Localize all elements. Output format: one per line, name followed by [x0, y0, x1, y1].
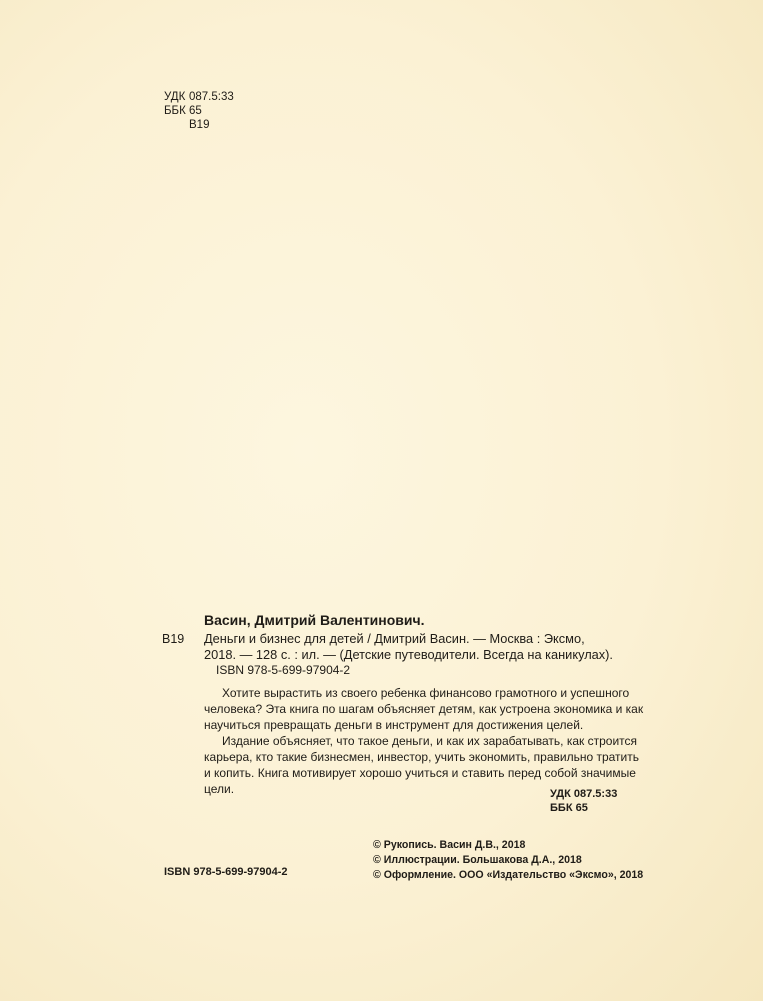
record-annotation	[204, 685, 644, 797]
annotation-line: Хотите вырастить из своего ребенка финансово грамотного и успешного	[222, 686, 630, 700]
author-code: В19	[189, 119, 210, 131]
author-code-row	[164, 118, 234, 132]
annotation-line: и копить. Книга мотивирует хорошо учиться и ставить перед собой значимые	[204, 766, 636, 780]
record-title-block	[204, 631, 624, 663]
bottom-classification-block	[550, 787, 617, 815]
top-classification-block	[164, 90, 234, 132]
udk-row	[164, 90, 234, 104]
bottom-udk: УДК 087.5:33	[550, 788, 618, 800]
bbk-row	[164, 104, 234, 118]
record-author: Васин, Дмитрий Валентинович.	[204, 612, 425, 628]
bottom-bbk: ББК 65	[550, 802, 588, 814]
annotation-line: Издание объясняет, что такое деньги, и как их зарабатывать, как строится	[222, 734, 638, 748]
title-line: 2018. — 128 с. : ил. — (Детские путеводители. Всегда на каникулах).	[204, 647, 613, 662]
udk-label: УДК	[164, 91, 186, 103]
udk-value: 087.5:33	[189, 91, 234, 103]
annotation-line: карьера, кто такие бизнесмен, инвестор, учить экономить, правильно тратить	[204, 750, 639, 764]
bbk-value: 65	[189, 105, 202, 117]
copyright-line: © Иллюстрации. Большакова Д.А., 2018	[373, 854, 582, 866]
copyright-line: © Оформление. ООО «Издательство «Эксмо», 2018	[373, 869, 644, 881]
annotation-line: научиться превращать деньги в инструмент для достижения целей.	[204, 718, 584, 732]
record-author-code: В19	[162, 632, 185, 646]
isbn-bottom: ISBN 978-5-699-97904-2	[164, 866, 288, 878]
title-line: Деньги и бизнес для детей / Дмитрий Васин. — Москва : Эксмо,	[204, 631, 585, 646]
bbk-label: ББК	[164, 105, 186, 117]
record-isbn: ISBN 978-5-699-97904-2	[216, 663, 351, 677]
annotation-line: цели.	[204, 782, 235, 796]
copyright-line: © Рукопись. Васин Д.В., 2018	[373, 839, 526, 851]
copyright-block	[373, 838, 643, 883]
annotation-line: человека? Эта книга по шагам объясняет детям, как устроена экономика и как	[204, 702, 644, 716]
